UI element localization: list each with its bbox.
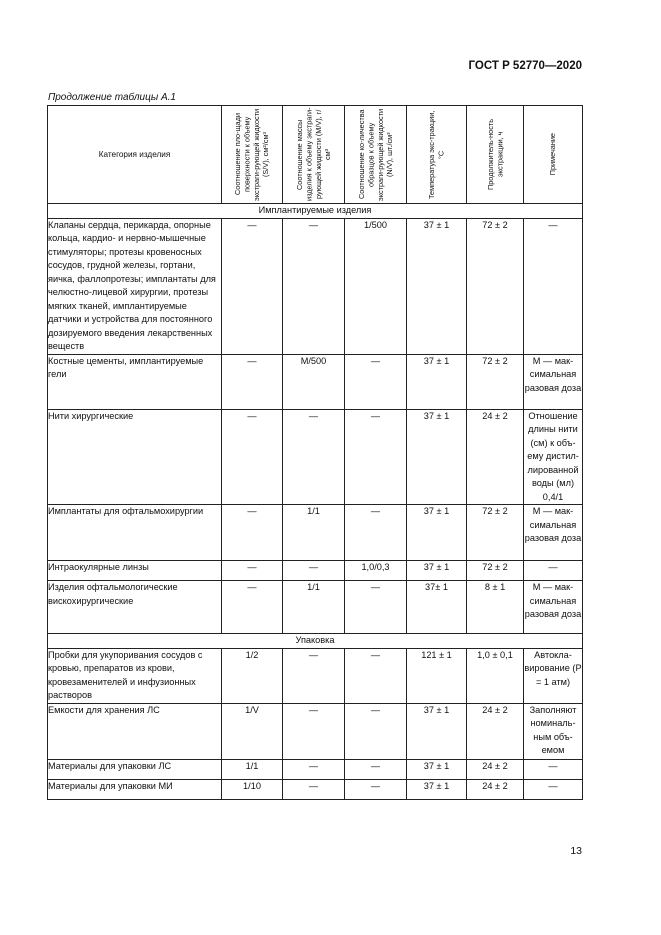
cell-sv: 1/10: [222, 779, 283, 799]
cell-time: 24 ± 2: [467, 409, 524, 505]
table-row: [48, 409, 583, 505]
table-row: [48, 759, 583, 779]
cell-time: 72 ± 2: [467, 354, 524, 409]
cell-temp: 37 ± 1: [407, 505, 467, 561]
cell-mv: —: [283, 218, 345, 354]
cell-name: Имплантаты для офтальмохирургии: [48, 505, 222, 561]
cell-time: 72 ± 2: [467, 218, 524, 354]
table-row: [48, 703, 583, 759]
cell-mv: —: [283, 759, 345, 779]
cell-sv: —: [222, 505, 283, 561]
cell-name: Нити хирургические: [48, 409, 222, 505]
cell-temp: 37 ± 1: [407, 561, 467, 581]
cell-time: 24 ± 2: [467, 759, 524, 779]
table-header-row: [48, 106, 583, 204]
header-sv-ratio: Соотношение пло-щади поверхности к объему экстраги-рующей жидкости (S/V), см²/см³: [222, 106, 283, 204]
cell-note: М — мак-симальная разовая доза: [524, 581, 583, 634]
header-duration: Продолжитель-ность экстракции, ч: [467, 106, 524, 204]
cell-sv: —: [222, 409, 283, 505]
header-category: Категория изделия: [48, 106, 222, 204]
cell-time: 1,0 ± 0,1: [467, 648, 524, 703]
cell-sv: —: [222, 581, 283, 634]
cell-nv: 1,0/0,3: [345, 561, 407, 581]
cell-note: М — мак-симальная разовая доза: [524, 505, 583, 561]
table-row: [48, 218, 583, 354]
cell-sv: —: [222, 354, 283, 409]
table-row: [48, 779, 583, 799]
cell-note: —: [524, 779, 583, 799]
cell-nv: —: [345, 779, 407, 799]
cell-sv: —: [222, 561, 283, 581]
cell-temp: 37 ± 1: [407, 759, 467, 779]
cell-temp: 37± 1: [407, 581, 467, 634]
cell-time: 72 ± 2: [467, 561, 524, 581]
header-nv-ratio: Соотношение ко-личества образцов к объему экстраги-рующей жидкости (N/V), шт./см³: [345, 106, 407, 204]
page-number: 13: [570, 845, 582, 857]
section-header-row: [48, 204, 583, 219]
cell-nv: —: [345, 703, 407, 759]
cell-note: Заполняют номиналь-ным объ-емом: [524, 703, 583, 759]
table-row: [48, 505, 583, 561]
header-note: Примечание: [524, 106, 583, 204]
cell-name: Интраокулярные линзы: [48, 561, 222, 581]
cell-nv: 1/500: [345, 218, 407, 354]
cell-nv: —: [345, 409, 407, 505]
cell-note: Автокла-вирование (Р = 1 атм): [524, 648, 583, 703]
section-title: Упаковка: [48, 634, 583, 649]
table-row: [48, 561, 583, 581]
cell-note: М — мак-симальная разовая доза: [524, 354, 583, 409]
cell-temp: 37 ± 1: [407, 354, 467, 409]
cell-nv: —: [345, 648, 407, 703]
cell-name: Емкости для хранения ЛС: [48, 703, 222, 759]
cell-nv: —: [345, 759, 407, 779]
extraction-table: [47, 105, 583, 800]
cell-time: 24 ± 2: [467, 703, 524, 759]
cell-mv: —: [283, 779, 345, 799]
cell-sv: 1/2: [222, 648, 283, 703]
cell-mv: —: [283, 409, 345, 505]
cell-mv: —: [283, 648, 345, 703]
cell-mv: М/500: [283, 354, 345, 409]
cell-note: Отношение длины нити (см) к объ-ему дистил-лированной воды (мл) 0,4/1: [524, 409, 583, 505]
cell-name: Клапаны сердца, перикарда, опорные кольца, кардио- и нервно-мышечные стимуляторы; протезы кровеносных сосудов, грудной железы, гортани, яичка, фаллопротезы; имплантаты для челюстно-лицевой хирургии, протезы мягких тканей, имплантируемые датчики и устройства для постоянного дозируемого введения лекарственных веществ: [48, 218, 222, 354]
section-title: Имплантируемые изделия: [48, 204, 583, 219]
cell-mv: —: [283, 561, 345, 581]
section-header-row: [48, 634, 583, 649]
cell-note: —: [524, 561, 583, 581]
table-row: [48, 648, 583, 703]
document-code: ГОСТ Р 52770—2020: [468, 60, 582, 72]
cell-name: Материалы для упаковки ЛС: [48, 759, 222, 779]
cell-temp: 121 ± 1: [407, 648, 467, 703]
cell-name: Материалы для упаковки МИ: [48, 779, 222, 799]
cell-mv: 1/1: [283, 581, 345, 634]
cell-time: 8 ± 1: [467, 581, 524, 634]
cell-temp: 37 ± 1: [407, 409, 467, 505]
cell-nv: —: [345, 354, 407, 409]
cell-name: Костные цементы, имплантируемые гели: [48, 354, 222, 409]
cell-time: 72 ± 2: [467, 505, 524, 561]
cell-note: —: [524, 759, 583, 779]
cell-sv: —: [222, 218, 283, 354]
table-row: [48, 581, 583, 634]
cell-nv: —: [345, 505, 407, 561]
cell-mv: 1/1: [283, 505, 345, 561]
cell-sv: 1/1: [222, 759, 283, 779]
table-caption: Продолжение таблицы А.1: [48, 92, 176, 103]
table-row: [48, 354, 583, 409]
cell-nv: —: [345, 581, 407, 634]
header-mv-ratio: Соотношение массы изделия к объему экстраги-рующей жидкости (M/V), г/см³: [283, 106, 345, 204]
cell-name: Изделия офтальмологические вискохирургические: [48, 581, 222, 634]
cell-name: Пробки для укупоривания сосудов с кровью, препаратов из крови, кровезаменителей и инфузионных растворов: [48, 648, 222, 703]
cell-mv: —: [283, 703, 345, 759]
cell-sv: 1/V: [222, 703, 283, 759]
cell-time: 24 ± 2: [467, 779, 524, 799]
cell-temp: 37 ± 1: [407, 779, 467, 799]
cell-temp: 37 ± 1: [407, 703, 467, 759]
cell-temp: 37 ± 1: [407, 218, 467, 354]
header-temperature: Температура экс-тракции, °С: [407, 106, 467, 204]
cell-note: —: [524, 218, 583, 354]
